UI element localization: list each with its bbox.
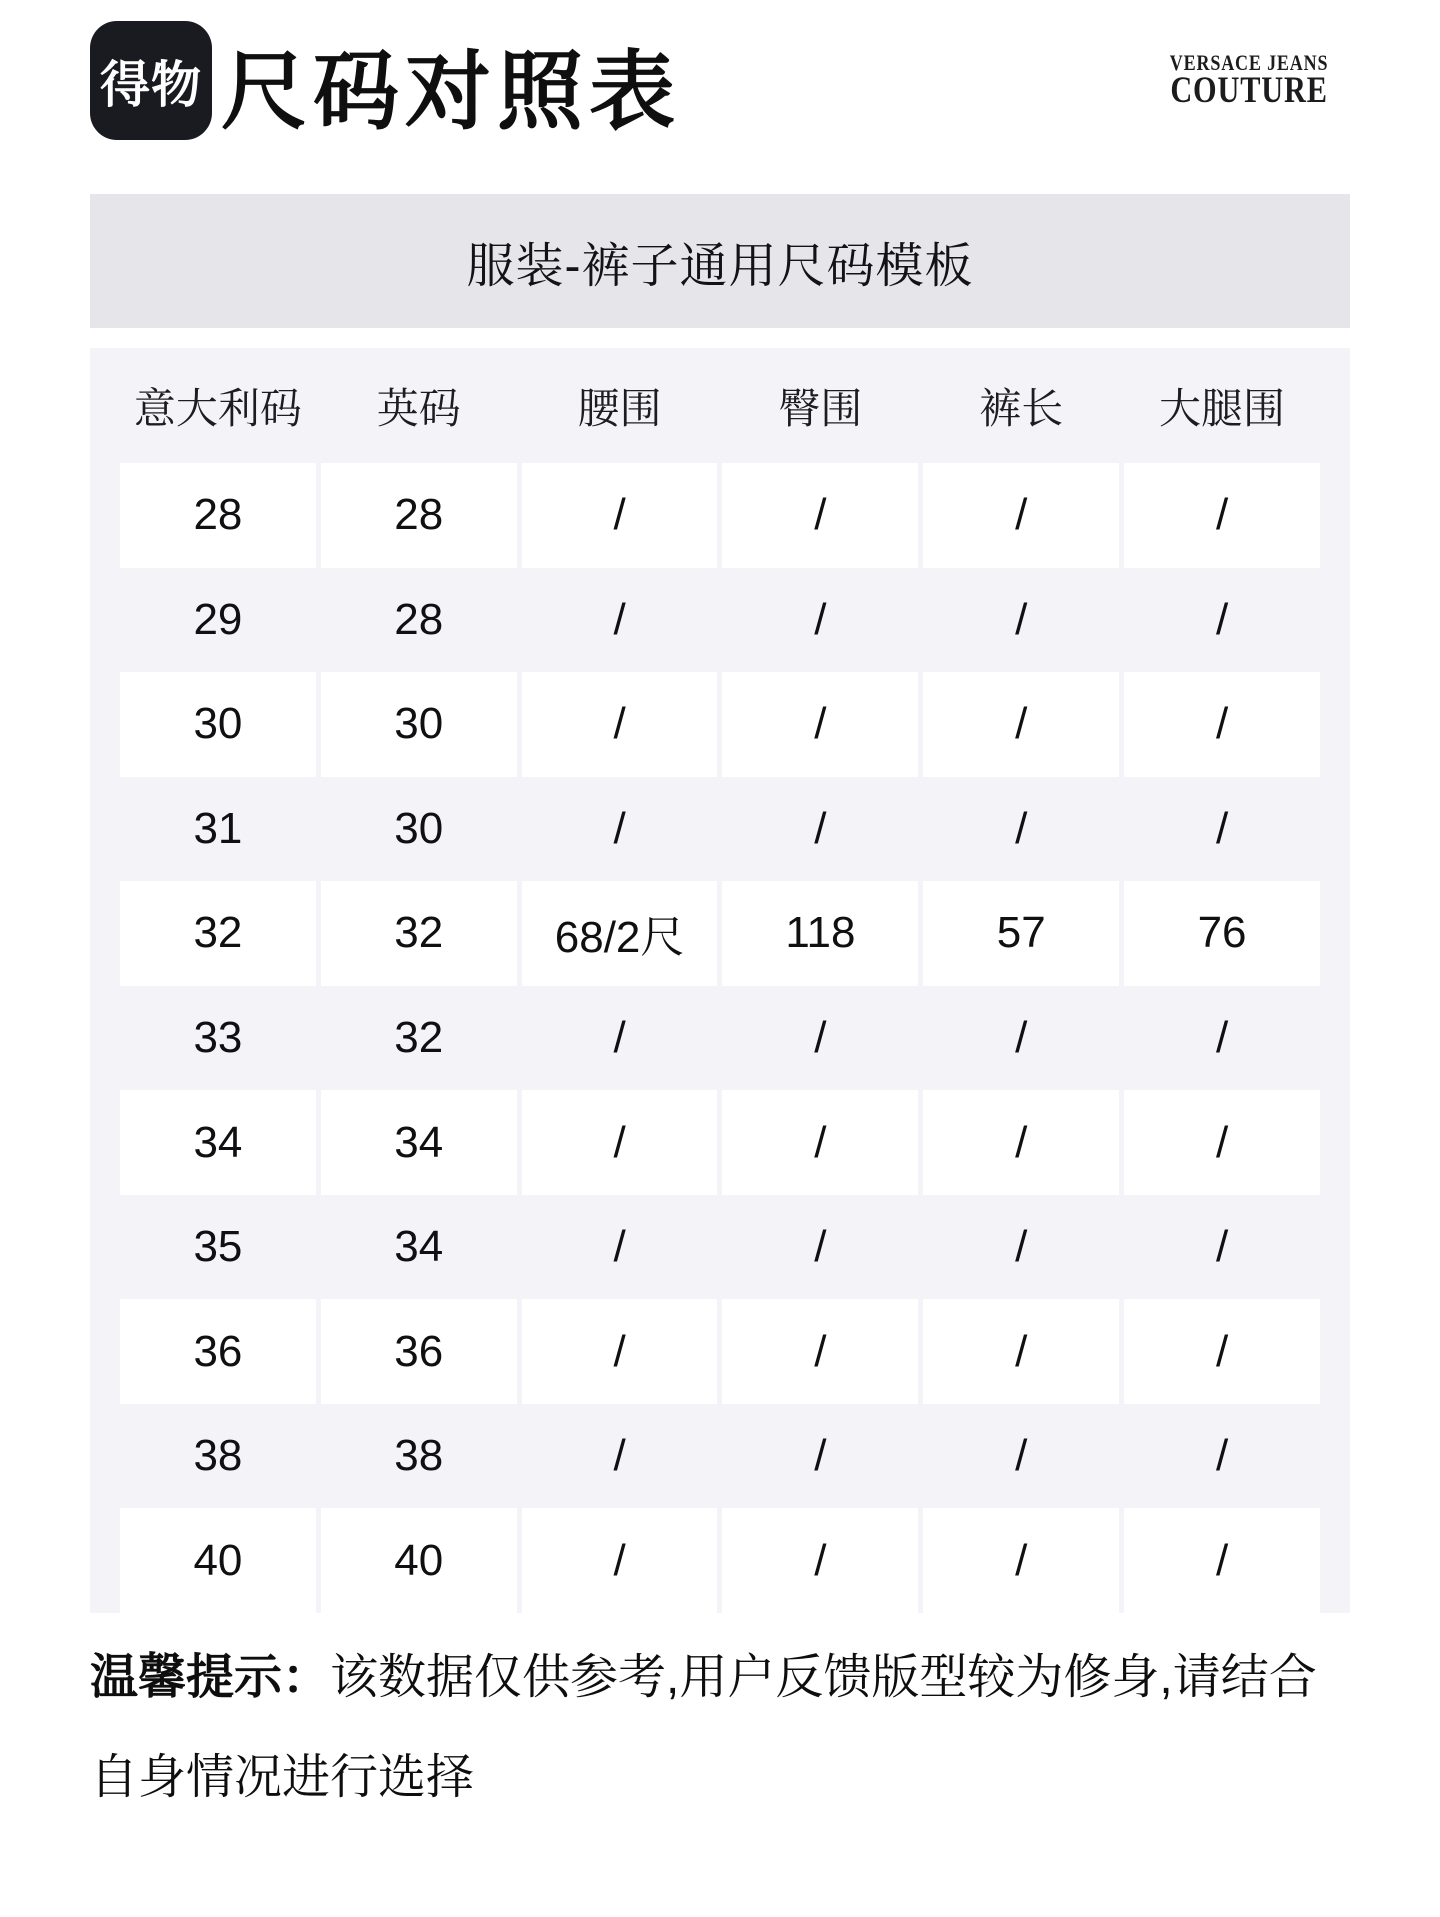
table-cell: 36	[120, 1299, 316, 1404]
table-cell: 30	[120, 672, 316, 777]
table-cell: /	[1124, 1299, 1320, 1404]
table-cell: 36	[321, 1299, 517, 1404]
table-cell: /	[722, 1090, 918, 1195]
table-cell: 29	[193, 594, 243, 644]
table-cell: /	[814, 594, 827, 644]
dewu-logo	[90, 21, 212, 140]
table-cell: /	[613, 803, 626, 853]
table-cell: 28	[394, 594, 444, 644]
tip-text-1: 该数据仅供参考,用户反馈版型较为修身,请结合	[330, 1651, 1317, 1704]
table-cell: /	[522, 672, 718, 777]
brand-line-2: COUTURE	[1169, 70, 1328, 111]
table-cell: 40	[120, 1508, 316, 1613]
table-cell: /	[1015, 1431, 1028, 1481]
table-cell: /	[722, 463, 918, 568]
table-cell: /	[613, 1431, 626, 1481]
table-cell: 35	[193, 1222, 243, 1272]
table-cell: /	[1124, 672, 1320, 777]
table-cell: /	[522, 1299, 718, 1404]
table-cell: 31	[193, 803, 243, 853]
table-cell: 30	[394, 803, 444, 853]
table-cell: /	[722, 672, 918, 777]
table-cell: /	[923, 672, 1119, 777]
table-cell: /	[814, 1431, 827, 1481]
table-cell: 33	[193, 1013, 243, 1062]
table-cell: 34	[394, 1222, 444, 1272]
table-cell: /	[814, 1013, 827, 1062]
table-cell: /	[1015, 594, 1028, 644]
tip-note	[90, 1628, 1380, 1828]
table-row	[120, 1195, 1320, 1300]
table-row	[120, 672, 1320, 777]
table-cell: 118	[722, 881, 918, 986]
table-cell: 76	[1124, 881, 1320, 986]
table-cell: /	[923, 463, 1119, 568]
table-cell: /	[1215, 1013, 1229, 1062]
table-cell: /	[722, 1299, 918, 1404]
template-banner	[90, 194, 1350, 328]
col-header-waist: 腰围	[577, 384, 662, 432]
tip-line-1	[90, 1628, 1380, 1728]
table-cell: 34	[120, 1090, 316, 1195]
table-cell: /	[522, 1508, 718, 1613]
table-cell: /	[923, 1299, 1119, 1404]
table-cell: /	[1215, 803, 1229, 853]
table-cell: 38	[394, 1431, 444, 1481]
table-row	[120, 463, 1320, 568]
table-cell: 40	[321, 1508, 517, 1613]
table-cell: 32	[321, 881, 517, 986]
table-cell: /	[923, 1090, 1119, 1195]
table-row	[120, 986, 1320, 1091]
table-cell: /	[923, 1508, 1119, 1613]
table-cell: 32	[394, 1013, 444, 1062]
table-row	[120, 1404, 1320, 1509]
table-cell: /	[814, 803, 827, 853]
table-cell: 57	[923, 881, 1119, 986]
table-row	[120, 1090, 1320, 1195]
table-cell: 34	[321, 1090, 517, 1195]
table-row	[120, 1299, 1320, 1404]
table-cell: 28	[120, 463, 316, 568]
table-row	[120, 777, 1320, 882]
table-cell: /	[522, 1090, 718, 1195]
col-header-pant-length: 裤长	[979, 384, 1064, 432]
table-cell: 30	[321, 672, 517, 777]
table-cell: /	[1015, 1222, 1028, 1272]
col-header-uk-size: 英码	[376, 384, 461, 432]
table-cell: /	[1215, 1431, 1229, 1481]
tip-line-2: 自身情况进行选择	[90, 1751, 475, 1804]
table-cell: /	[722, 1508, 918, 1613]
table-cell: /	[613, 1222, 626, 1272]
col-header-italy-size: 意大利码	[133, 384, 302, 432]
dewu-logo-text: 得物	[100, 56, 202, 113]
col-header-thigh: 大腿围	[1159, 384, 1286, 432]
table-cell: 38	[193, 1431, 243, 1481]
size-table	[90, 348, 1350, 1613]
table-cell: /	[1015, 803, 1028, 853]
col-header-hip: 臀围	[778, 384, 863, 432]
table-cell: /	[1124, 1090, 1320, 1195]
tip-label: 温馨提示：	[90, 1651, 331, 1704]
table-cell: /	[1015, 1013, 1028, 1062]
table-body	[120, 463, 1320, 1613]
table-cell: /	[522, 463, 718, 568]
table-header-row	[120, 348, 1320, 463]
table-cell: /	[814, 1222, 827, 1272]
table-cell: /	[1124, 463, 1320, 568]
table-cell: /	[613, 1013, 626, 1062]
versace-jeans-couture-logo	[1169, 50, 1328, 111]
brand-line-1: VERSACE JEANS	[1169, 50, 1328, 75]
table-row	[120, 568, 1320, 673]
table-cell: /	[613, 594, 626, 644]
table-cell: 32	[120, 881, 316, 986]
table-cell: 68/2尺	[522, 881, 718, 986]
table-row	[120, 881, 1320, 986]
table-cell: /	[1124, 1508, 1320, 1613]
table-cell: 28	[321, 463, 517, 568]
table-cell: /	[1215, 1222, 1229, 1272]
template-banner-text: 服装-裤子通用尺码模板	[466, 239, 974, 293]
table-row	[120, 1508, 1320, 1613]
page-title: 尺码对照表	[221, 44, 681, 140]
table-cell: /	[1215, 594, 1229, 644]
